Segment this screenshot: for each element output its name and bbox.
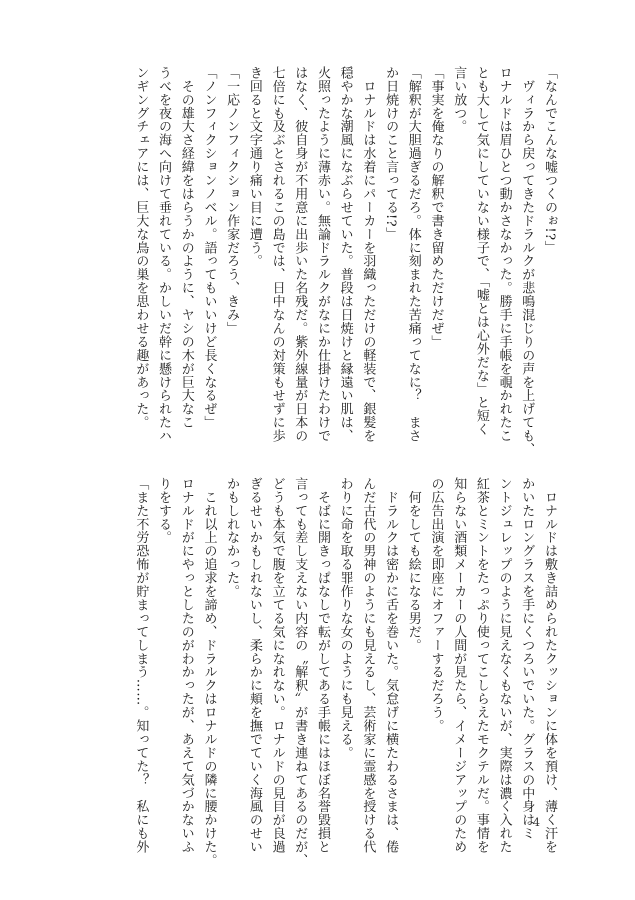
text-block-bottom <box>133 477 560 868</box>
text-line: はなく、彼自身が不用意に出歩いた名残だ。紫外線量が日本の <box>292 66 308 443</box>
text-block-top <box>133 66 560 457</box>
text-line: 穏やかな潮風になぶらせていた。普段は日焼けと縁遠い肌は、 <box>337 66 353 443</box>
text-line: どうも本気で腹を立てる気になれない。ロナルドの見目が良過 <box>269 477 285 854</box>
text-line: ぎるせいかもしれないし、柔らかに頬を撫でていく海風のせい <box>246 477 262 854</box>
text-line: りをする。 <box>156 477 172 545</box>
text-line: 「解釈が大胆過ぎるだろ。体に刻まれた苦痛ってなに？ まさ <box>405 66 421 443</box>
text-line: そばに開きっぱなしで転がしてある手帳にはほぼ名誉毀損と <box>314 477 330 854</box>
text-line: 「また不労恐怖が貯まってしまう……。知ってた？ 私にも外 <box>133 477 149 854</box>
text-line: ロナルドがにやっとしたのがわかったが、あえて気づかないふ <box>178 477 194 854</box>
text-line: 「事実を俺なりの解釈で書き留めただけだぜ」 <box>428 66 444 349</box>
text-line: 七倍にも及ぶとされるこの島では、日中なんの対策もせずに歩 <box>269 66 285 443</box>
text-line: ドラルクは密かに舌を巻いた。気怠げに横たわるさまは、倦 <box>383 477 399 854</box>
text-line: か日焼けのこと言ってる!?」 <box>383 66 399 241</box>
text-line: ロナルドは敷き詰められたクッションに体を預け、薄く汗を <box>542 477 557 854</box>
text-line: これ以上の追求を諦め、ドラルクはロナルドの隣に腰かけた。 <box>201 477 217 868</box>
text-line: ントジュレップのように見えなくもないが、実際は濃く入れた <box>496 477 512 854</box>
text-line: の広告出演を即座にオファーするだろう。 <box>428 477 444 733</box>
text-line: ヴィラから戻ってきたドラルクが悲鳴混じりの声を上げても、 <box>519 66 535 457</box>
text-line: ンギングチェアには、巨大な鳥の巣を思わせる趣があった。 <box>133 66 149 430</box>
text-line: その雄大さ経緯をはらうかのように、ヤシの木が巨大なこ <box>178 66 194 430</box>
text-line: わりに命を取る罪作りな女のようにも見える。 <box>337 477 353 760</box>
text-line: ロナルドは眉ひとつ動かさなかった。勝手に手帳を覗かれたこ <box>496 66 512 443</box>
text-line: 言っても差し支えない内容の〝解釈〟が書き連ねてあるのだが、 <box>292 477 308 868</box>
text-line: かもしれなかった。 <box>224 477 240 599</box>
text-line: かいたロングラスを手にくつろいでいた。グラスの中身はミ <box>519 477 535 841</box>
text-line: 「一応ノンフィクション作家だろう、きみ」 <box>224 66 240 335</box>
text-line: き回ると文字通り痛い目に遭う。 <box>246 66 262 268</box>
text-line: 「ノンフィクションノベル。語ってもいいけど長くなるぜ」 <box>201 66 217 430</box>
text-line: とも大して気にしていない様子で、「嘘とは心外だな」と短く <box>473 66 489 437</box>
text-line: 言い放つ。 <box>451 66 467 134</box>
text-line: 何をしても絵になる男だ。 <box>405 477 421 652</box>
text-line: 知らない酒類メーカーの人間が見たら、イメージアップのため <box>451 477 467 854</box>
text-line: うべを夜の海へ向けて垂れている。かしいだ幹に懸けられたハ <box>156 66 172 443</box>
page-number: 4 <box>533 816 540 829</box>
text-line: 紅茶とミントをたっぷり使ってこしらえたモクテルだ。事情を <box>473 477 489 854</box>
text-line: んだ古代の男神のようにも見えるし、芸術家に霊感を授ける代 <box>360 477 376 854</box>
text-line: ロナルドは水着にパーカーを羽織っただけの軽装で、銀髪を <box>360 66 376 443</box>
text-line: 火照ったように薄赤い。無論ドラルクがなにか仕掛けたわけで <box>314 66 330 443</box>
text-line: 「なんでこんな嘘つくのぉ!?」 <box>542 66 557 254</box>
